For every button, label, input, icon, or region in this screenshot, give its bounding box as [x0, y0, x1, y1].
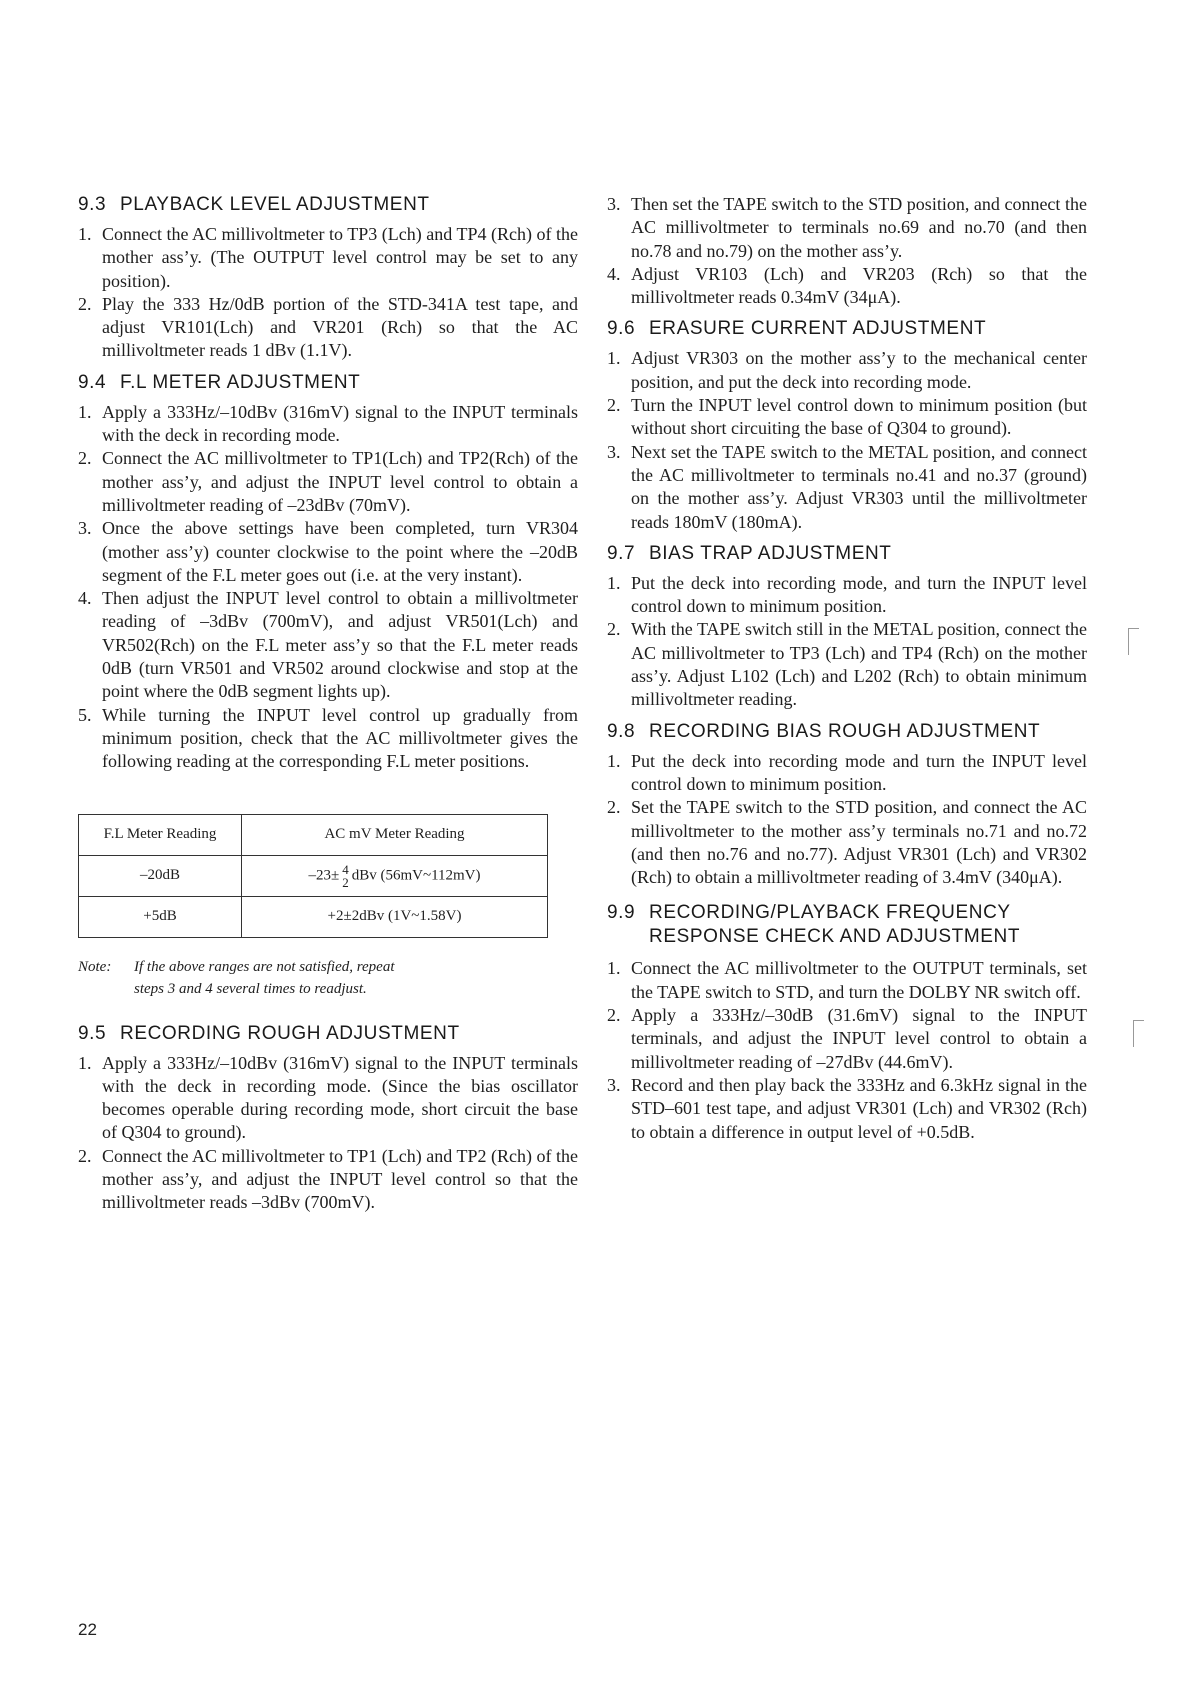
table-header: F.L Meter Reading [79, 814, 242, 855]
tolerance-fraction: 4 2 [342, 861, 349, 890]
table-cell: –23± 4 2 dBv (56mV~112mV) [242, 855, 548, 896]
table-cell: –20dB [79, 855, 242, 896]
list-item: 3. Next set the TAPE switch to the METAL position, and connect the AC millivoltmeter to terminals no.41 and no.37 (ground) on the mother ass’y. Adjust VR303 until the millivoltmeter reads 180mV (180mA). [607, 441, 1087, 532]
list-item: 1. Apply a 333Hz/–10dBv (316mV) signal to the INPUT terminals with the deck in recording mode. [78, 401, 578, 446]
table-header: AC mV Meter Reading [242, 814, 548, 855]
list-item: 2. Play the 333 Hz/0dB portion of the STD-341A test tape, and adjust VR101(Lch) and VR201 (Rch) so that the AC millivoltmeter reads 1 dBv (1.1V). [78, 293, 578, 361]
list-item: 4. Adjust VR103 (Lch) and VR203 (Rch) so that the millivoltmeter reads 0.34mV (34μA). [607, 263, 1087, 308]
list-item: 1. Connect the AC millivoltmeter to the OUTPUT terminals, set the TAPE switch to STD, and turn the DOLBY NR switch off. [607, 958, 1087, 1002]
step-list [607, 347, 1087, 533]
table-row [79, 855, 548, 896]
list-item: 5. While turning the INPUT level control up gradually from minimum position, check that the AC millivoltmeter gives the following reading at the corresponding F.L meter positions. [78, 704, 578, 772]
step-list [78, 401, 578, 774]
step-list [607, 957, 1087, 1143]
list-item: 2. Connect the AC millivoltmeter to TP1 (Lch) and TP2 (Rch) of the mother ass’y, and adjust the INPUT level control so that the millivoltmeter reads –3dBv (700mV). [78, 1145, 578, 1213]
table-header-row [79, 814, 548, 855]
step-list [607, 193, 1087, 309]
list-item: 2. With the TAPE switch still in the METAL position, connect the AC millivoltmeter to TP3 (Lch) and TP4 (Rch) on the mother ass’y. Adjust L102 (Lch) and L202 (Rch) to obtain minimum millivoltmeter reading. [607, 619, 1087, 710]
right-column [607, 193, 1087, 1152]
list-item: 1. Put the deck into recording mode and turn the INPUT level control down to minimum position. [607, 750, 1087, 794]
list-item: 1. Connect the AC millivoltmeter to TP3 (Lch) and TP4 (Rch) of the mother ass’y. (The OUTPUT level control may be set to any position). [78, 224, 578, 291]
margin-mark [1133, 1020, 1144, 1047]
section-heading: 9.6 ERASURE CURRENT ADJUSTMENT [607, 318, 987, 340]
step-list [607, 572, 1087, 712]
section-heading: 9.3 PLAYBACK LEVEL ADJUSTMENT [78, 194, 430, 215]
list-item: 3. Once the above settings have been completed, turn VR304 (mother ass’y) counter clockwise to the point where the –20dB segment of the F.L meter goes out (i.e. at the very instant). [78, 518, 578, 585]
list-item: 1. Apply a 333Hz/–10dBv (316mV) signal to the INPUT terminals with the deck in recording mode. (Since the bias oscillator becomes operable during recording mode, short circuit the base of Q304 to ground). [78, 1052, 578, 1143]
step-list [78, 1052, 578, 1215]
list-item: 1. Adjust VR303 on the mother ass’y to the mechanical center position, and put the deck into recording mode. [607, 348, 1087, 392]
table-row [79, 896, 548, 937]
list-item: 1. Put the deck into recording mode, and turn the INPUT level control down to minimum position. [607, 572, 1087, 617]
list-item: 4. Then adjust the INPUT level control to obtain a millivoltmeter reading of –3dBv (700mV), and adjust VR501(Lch) and VR502(Rch) on the F.L meter ass’y so that the F.L meter reads 0dB (turn VR501 and VR502 around clockwise and stop at the point where the 0dB segment lights up). [78, 588, 578, 702]
list-item: 2. Set the TAPE switch to the STD position, and connect the AC millivoltmeter to the mother ass’y terminals no.71 and no.72 (and then no.76 and no.77). Adjust VR301 (Lch) and VR302 (Rch) to obtain a millivoltmeter reading of 3.4mV (340μA). [607, 797, 1087, 888]
table-cell: +5dB [79, 896, 242, 937]
margin-mark [1128, 628, 1139, 655]
section-heading: 9.8 RECORDING BIAS ROUGH ADJUSTMENT [607, 720, 1041, 742]
section-heading: 9.7 BIAS TRAP ADJUSTMENT [607, 542, 892, 564]
table-cell: +2±2dBv (1V~1.58V) [242, 896, 548, 937]
step-list [78, 223, 578, 363]
page-number: 22 [78, 1620, 97, 1639]
list-item: 2. Connect the AC millivoltmeter to TP1(Lch) and TP2(Rch) of the mother ass’y, and adjust the INPUT level control to obtain a millivoltmeter reading of –23dBv (70mV). [78, 448, 578, 515]
meter-reading-table [78, 814, 548, 938]
list-item: 2. Apply a 333Hz/–30dB (31.6mV) signal to the INPUT terminals, and adjust the INPUT level control to obtain a millivoltmeter reading of –27dBv (44.6mV). [607, 1005, 1087, 1072]
note: Note: If the above ranges are not satisfied, repeat steps 3 and 4 several times to readjust. [78, 958, 395, 997]
step-list [607, 750, 1087, 890]
list-item: 2. Turn the INPUT level control down to minimum position (but without short circuiting the base of Q304 to ground). [607, 395, 1087, 439]
left-column [78, 193, 578, 1223]
list-item: 3. Then set the TAPE switch to the STD position, and connect the AC millivoltmeter to terminals no.69 and no.70 (and then no.78 and no.79) on the mother ass’y. [607, 194, 1087, 261]
section-heading: 9.5 RECORDING ROUGH ADJUSTMENT [78, 1022, 460, 1044]
list-item: 3. Record and then play back the 333Hz and 6.3kHz signal in the STD–601 test tape, and adjust VR301 (Lch) and VR302 (Rch) to obtain a difference in output level of +0.5dB. [607, 1074, 1087, 1142]
section-heading: 9.9 RECORDING/PLAYBACK FREQUENCY RESPONSE CHECK AND ADJUSTMENT [607, 902, 1021, 948]
section-heading: 9.4 F.L METER ADJUSTMENT [78, 371, 361, 393]
